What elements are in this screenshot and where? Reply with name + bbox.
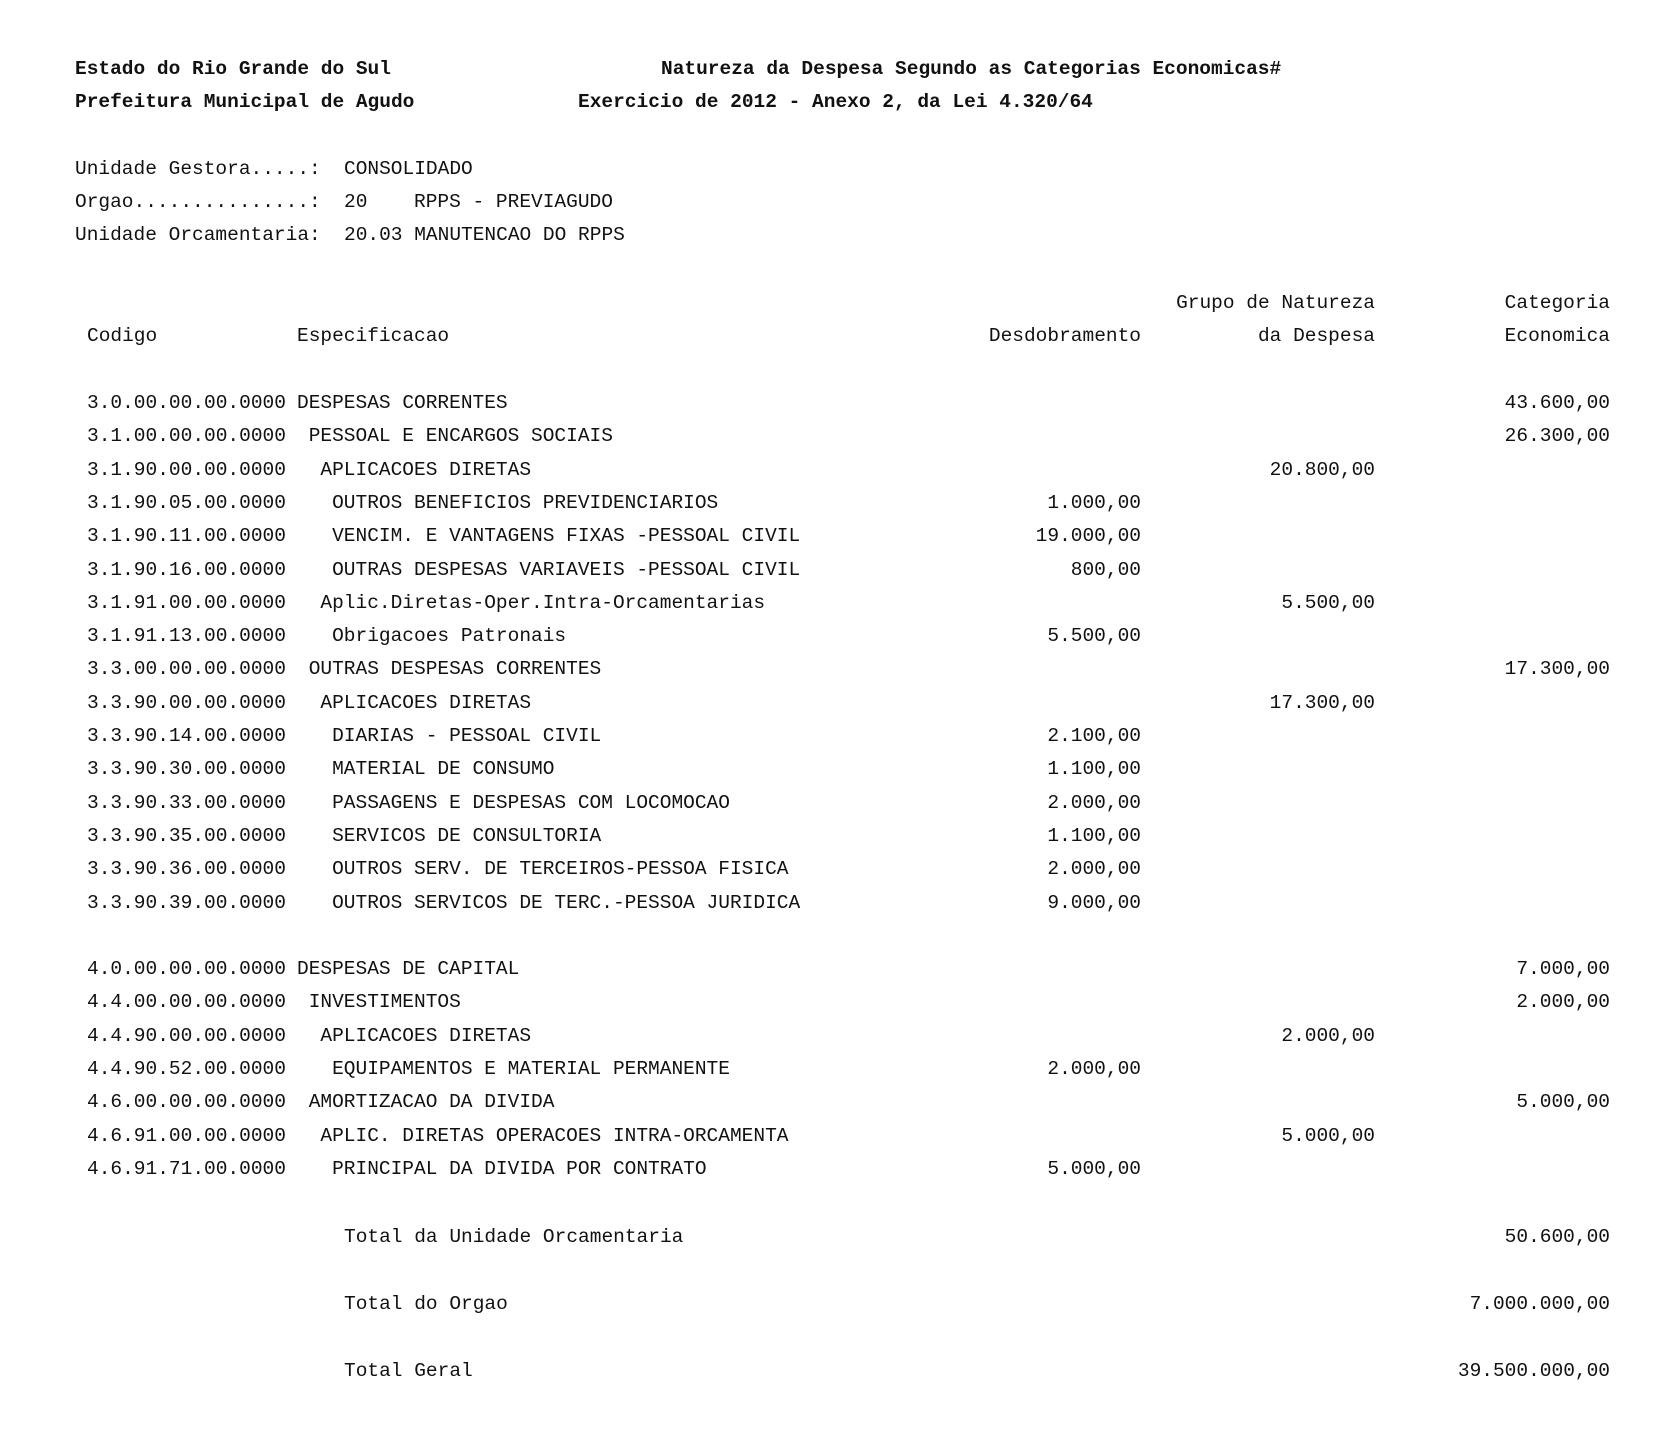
- unidade-gestora-label: Unidade Gestora.....:: [75, 158, 321, 180]
- row-code: 3.3.90.30.00.0000: [87, 758, 286, 781]
- row-code: 4.4.90.52.00.0000: [87, 1058, 286, 1080]
- row-code: 3.1.91.13.00.0000: [87, 625, 286, 648]
- exercise-subtitle: Exercicio de 2012 - Anexo 2, da Lei 4.320/64: [578, 91, 1093, 113]
- row-description: Obrigacoes Patronais: [332, 625, 567, 648]
- row-categoria: 5.000,00: [1516, 1091, 1610, 1114]
- row-description: VENCIM. E VANTAGENS FIXAS -PESSOAL CIVIL: [332, 525, 801, 548]
- row-code: 3.0.00.00.00.0000: [87, 392, 286, 414]
- row-description: PASSAGENS E DESPESAS COM LOCOMOCAO: [332, 791, 730, 814]
- row-description: Aplic.Diretas-Oper.Intra-Orcamentarias: [320, 591, 766, 614]
- row-description: SERVICOS DE CONSULTORIA: [332, 824, 602, 847]
- row-code: 3.1.90.00.00.0000: [87, 458, 286, 481]
- row-code: 3.3.90.14.00.0000: [87, 725, 286, 747]
- row-description: DESPESAS CORRENTES: [297, 392, 508, 414]
- row-code: 3.3.90.35.00.0000: [87, 824, 286, 847]
- row-code: 4.6.91.00.00.0000: [87, 1124, 286, 1147]
- row-code: 3.1.90.05.00.0000: [87, 491, 286, 514]
- row-grupo: 17.300,00: [1269, 691, 1375, 714]
- row-description: APLICACOES DIRETAS: [320, 691, 532, 714]
- unidade-gestora-value: CONSOLIDADO: [344, 158, 473, 180]
- row-code: 4.4.00.00.00.0000: [87, 991, 286, 1014]
- row-code: 4.0.00.00.00.0000: [87, 958, 286, 981]
- row-desdobramento: 9.000,00: [1047, 891, 1141, 914]
- row-description: OUTROS BENEFICIOS PREVIDENCIARIOS: [332, 491, 719, 514]
- row-categoria: 7.000,00: [1516, 958, 1610, 981]
- row-desdobramento: 1.100,00: [1047, 758, 1141, 781]
- row-code: 3.3.00.00.00.0000: [87, 658, 286, 681]
- total-orgao-label: Total do Orgao: [344, 1293, 508, 1315]
- row-code: 3.3.90.00.00.0000: [87, 691, 286, 714]
- col-categoria-header-line2: Economica: [1504, 325, 1610, 347]
- row-description: INVESTIMENTOS: [308, 991, 461, 1014]
- row-code: 3.3.90.36.00.0000: [87, 858, 286, 881]
- total-geral-label: Total Geral: [344, 1360, 473, 1382]
- row-categoria: 17.300,00: [1504, 658, 1610, 681]
- row-code: 3.1.90.11.00.0000: [87, 525, 286, 548]
- row-desdobramento: 2.000,00: [1047, 791, 1141, 814]
- row-desdobramento: 800,00: [1070, 558, 1141, 581]
- report-title: Natureza da Despesa Segundo as Categorias Economicas#: [661, 58, 1282, 80]
- row-desdobramento: 2.000,00: [1047, 1058, 1141, 1080]
- row-code: 4.4.90.00.00.0000: [87, 1024, 286, 1047]
- row-code: 3.3.90.39.00.0000: [87, 891, 286, 914]
- row-description: MATERIAL DE CONSUMO: [332, 758, 555, 781]
- col-grupo-header-line2: da Despesa: [1257, 325, 1375, 347]
- row-desdobramento: 1.000,00: [1047, 491, 1141, 514]
- unidade-orcamentaria-value: 20.03 MANUTENCAO DO RPPS: [344, 224, 625, 246]
- total-geral-value: 39.500.000,00: [1457, 1360, 1610, 1382]
- state-name: Estado do Rio Grande do Sul: [75, 58, 391, 80]
- orgao-name: RPPS - PREVIAGUDO: [414, 191, 613, 213]
- row-code: 3.1.91.00.00.0000: [87, 591, 286, 614]
- row-grupo: 5.000,00: [1281, 1124, 1375, 1147]
- col-codigo-header: Codigo: [87, 325, 158, 347]
- row-code: 3.1.00.00.00.0000: [87, 425, 286, 448]
- row-description: OUTROS SERVICOS DE TERC.-PESSOA JURIDICA: [332, 891, 801, 914]
- col-categoria-header-line1: Categoria: [1504, 292, 1610, 314]
- row-description: APLICACOES DIRETAS: [320, 458, 532, 481]
- total-unidade-label: Total da Unidade Orcamentaria: [344, 1226, 684, 1248]
- row-description: APLICACOES DIRETAS: [320, 1024, 532, 1047]
- col-grupo-header-line1: Grupo de Natureza: [1176, 292, 1375, 314]
- total-orgao-value: 7.000.000,00: [1469, 1293, 1610, 1315]
- row-categoria: 26.300,00: [1504, 425, 1610, 448]
- total-unidade-value: 50.600,00: [1504, 1226, 1610, 1248]
- row-desdobramento: 2.000,00: [1047, 858, 1141, 881]
- row-desdobramento: 19.000,00: [1035, 525, 1141, 548]
- row-desdobramento: 5.000,00: [1047, 1157, 1141, 1180]
- row-grupo: 2.000,00: [1281, 1024, 1375, 1047]
- row-desdobramento: 5.500,00: [1047, 625, 1141, 648]
- row-description: DESPESAS DE CAPITAL: [297, 958, 520, 981]
- row-desdobramento: 1.100,00: [1047, 824, 1141, 847]
- col-desdobramento-header: Desdobramento: [988, 325, 1141, 347]
- row-description: DIARIAS - PESSOAL CIVIL: [332, 725, 602, 747]
- row-description: AMORTIZACAO DA DIVIDA: [308, 1091, 555, 1114]
- row-description: OUTROS SERV. DE TERCEIROS-PESSOA FISICA: [332, 858, 789, 881]
- row-description: OUTRAS DESPESAS CORRENTES: [308, 658, 602, 681]
- orgao-code: 20: [344, 191, 368, 213]
- row-desdobramento: 2.100,00: [1047, 725, 1141, 747]
- row-description: PESSOAL E ENCARGOS SOCIAIS: [308, 425, 613, 448]
- row-categoria: 43.600,00: [1504, 392, 1610, 414]
- row-code: 4.6.00.00.00.0000: [87, 1091, 286, 1114]
- row-code: 3.3.90.33.00.0000: [87, 791, 286, 814]
- row-code: 4.6.91.71.00.0000: [87, 1157, 286, 1180]
- orgao-label: Orgao...............:: [75, 191, 321, 213]
- row-grupo: 5.500,00: [1281, 591, 1375, 614]
- row-code: 3.1.90.16.00.0000: [87, 558, 286, 581]
- row-description: PRINCIPAL DA DIVIDA POR CONTRATO: [332, 1157, 707, 1180]
- row-description: OUTRAS DESPESAS VARIAVEIS -PESSOAL CIVIL: [332, 558, 801, 581]
- row-description: APLIC. DIRETAS OPERACOES INTRA-ORCAMENTA: [320, 1124, 789, 1147]
- unidade-orcamentaria-label: Unidade Orcamentaria:: [75, 224, 321, 246]
- municipality-name: Prefeitura Municipal de Agudo: [75, 91, 415, 113]
- col-especificacao-header: Especificacao: [297, 325, 450, 347]
- row-grupo: 20.800,00: [1269, 458, 1375, 481]
- row-description: EQUIPAMENTOS E MATERIAL PERMANENTE: [332, 1058, 730, 1080]
- row-categoria: 2.000,00: [1516, 991, 1610, 1014]
